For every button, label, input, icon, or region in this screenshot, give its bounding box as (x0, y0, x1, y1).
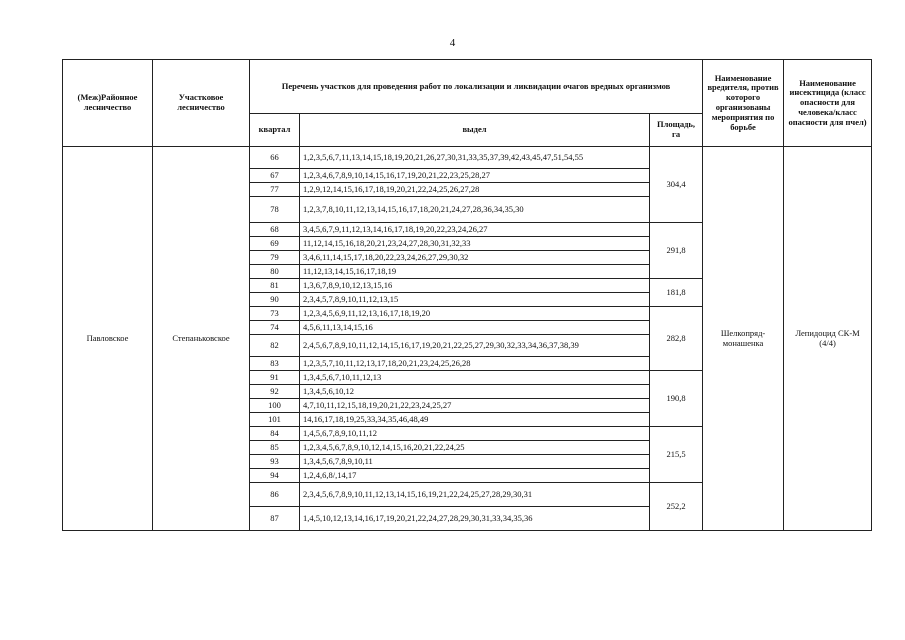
kvartal-cell: 91 (250, 371, 300, 385)
list-header: Перечень участков для проведения работ по локализации и ликвидации очагов вредных организмов (250, 60, 703, 114)
kvartal-cell: 85 (250, 441, 300, 455)
vydel-cell: 11,12,13,14,15,16,17,18,19 (300, 265, 650, 279)
pest-header: Наименование вредителя, против которого организованы мероприятия по борьбе (703, 60, 784, 147)
kvartal-cell: 90 (250, 293, 300, 307)
kvartal-cell: 83 (250, 357, 300, 371)
insecticide-cell: Лепидоцид СК-М (4/4) (784, 147, 872, 531)
vydel-cell: 2,4,5,6,7,8,9,10,11,12,14,15,16,17,19,20,21,22,25,27,29,30,32,33,34,36,37,38,39 (300, 335, 650, 357)
insecticide-header: Наименование инсектицида (класс опасности для человека/класс опасности для пчел) (784, 60, 872, 147)
page-number: 4 (449, 37, 456, 49)
kvartal-cell: 86 (250, 483, 300, 507)
vydel-cell: 1,2,3,5,6,7,11,13,14,15,18,19,20,21,26,27,30,31,33,35,37,39,42,43,45,47,51,54,55 (300, 147, 650, 169)
kvartal-cell: 100 (250, 399, 300, 413)
kvartal-cell: 73 (250, 307, 300, 321)
table-row (63, 147, 872, 169)
kvartal-cell: 81 (250, 279, 300, 293)
section-header: Участковое лесничество (153, 60, 250, 147)
table-body (63, 147, 872, 531)
area-cell: 291,8 (650, 223, 703, 279)
area-cell: 181,8 (650, 279, 703, 307)
vydel-cell: 3,4,6,11,14,15,17,18,20,22,23,24,26,27,29,30,32 (300, 251, 650, 265)
pest-cell: Шелкопряд-монашенка (703, 147, 784, 531)
area-cell: 282,8 (650, 307, 703, 371)
vydel-cell: 1,3,6,7,8,9,10,12,13,15,16 (300, 279, 650, 293)
work-sites-table (62, 59, 872, 531)
kvartal-cell: 82 (250, 335, 300, 357)
kvartal-cell: 69 (250, 237, 300, 251)
vydel-header: выдел (300, 114, 650, 147)
district-cell: Павловское (63, 147, 153, 531)
kvartal-cell: 67 (250, 169, 300, 183)
vydel-cell: 1,3,4,5,6,7,10,11,12,13 (300, 371, 650, 385)
kvartal-cell: 78 (250, 197, 300, 223)
kvartal-header: квартал (250, 114, 300, 147)
area-cell: 190,8 (650, 371, 703, 427)
kvartal-cell: 80 (250, 265, 300, 279)
kvartal-cell: 79 (250, 251, 300, 265)
area-cell: 304,4 (650, 147, 703, 223)
vydel-cell: 14,16,17,18,19,25,33,34,35,46,48,49 (300, 413, 650, 427)
vydel-cell: 1,4,5,6,7,8,9,10,11,12 (300, 427, 650, 441)
vydel-cell: 1,3,4,5,6,10,12 (300, 385, 650, 399)
vydel-cell: 1,2,3,4,6,7,8,9,10,14,15,16,17,19,20,21,22,23,25,28,27 (300, 169, 650, 183)
vydel-cell: 2,3,4,5,6,7,8,9,10,11,12,13,14,15,16,19,21,22,24,25,27,28,29,30,31 (300, 483, 650, 507)
section-cell: Степаньковское (153, 147, 250, 531)
kvartal-cell: 66 (250, 147, 300, 169)
district-header: (Меж)Районное лесничество (63, 60, 153, 147)
vydel-cell: 1,4,5,10,12,13,14,16,17,19,20,21,22,24,27,28,29,30,31,33,34,35,36 (300, 507, 650, 531)
vydel-cell: 1,2,9,12,14,15,16,17,18,19,20,21,22,24,25,26,27,28 (300, 183, 650, 197)
area-header: Площадь, га (650, 114, 703, 147)
vydel-cell: 1,2,3,5,7,10,11,12,13,17,18,20,21,23,24,25,26,28 (300, 357, 650, 371)
vydel-cell: 1,2,3,4,5,6,7,8,9,10,12,14,15,16,20,21,22,24,25 (300, 441, 650, 455)
vydel-cell: 2,3,4,5,7,8,9,10,11,12,13,15 (300, 293, 650, 307)
kvartal-cell: 68 (250, 223, 300, 237)
kvartal-cell: 93 (250, 455, 300, 469)
vydel-cell: 4,5,6,11,13,14,15,16 (300, 321, 650, 335)
kvartal-cell: 87 (250, 507, 300, 531)
area-cell: 252,2 (650, 483, 703, 531)
vydel-cell: 11,12,14,15,16,18,20,21,23,24,27,28,30,31,32,33 (300, 237, 650, 251)
vydel-cell: 1,2,4,6,8/,14,17 (300, 469, 650, 483)
vydel-cell: 4,7,10,11,12,15,18,19,20,21,22,23,24,25,27 (300, 399, 650, 413)
area-cell: 215,5 (650, 427, 703, 483)
kvartal-cell: 84 (250, 427, 300, 441)
vydel-cell: 3,4,5,6,7,9,11,12,13,14,16,17,18,19,20,22,23,24,26,27 (300, 223, 650, 237)
vydel-cell: 1,3,4,5,6,7,8,9,10,11 (300, 455, 650, 469)
vydel-cell: 1,2,3,4,5,6,9,11,12,13,16,17,18,19,20 (300, 307, 650, 321)
kvartal-cell: 77 (250, 183, 300, 197)
kvartal-cell: 74 (250, 321, 300, 335)
kvartal-cell: 101 (250, 413, 300, 427)
vydel-cell: 1,2,3,7,8,10,11,12,13,14,15,16,17,18,20,21,24,27,28,36,34,35,30 (300, 197, 650, 223)
kvartal-cell: 94 (250, 469, 300, 483)
kvartal-cell: 92 (250, 385, 300, 399)
